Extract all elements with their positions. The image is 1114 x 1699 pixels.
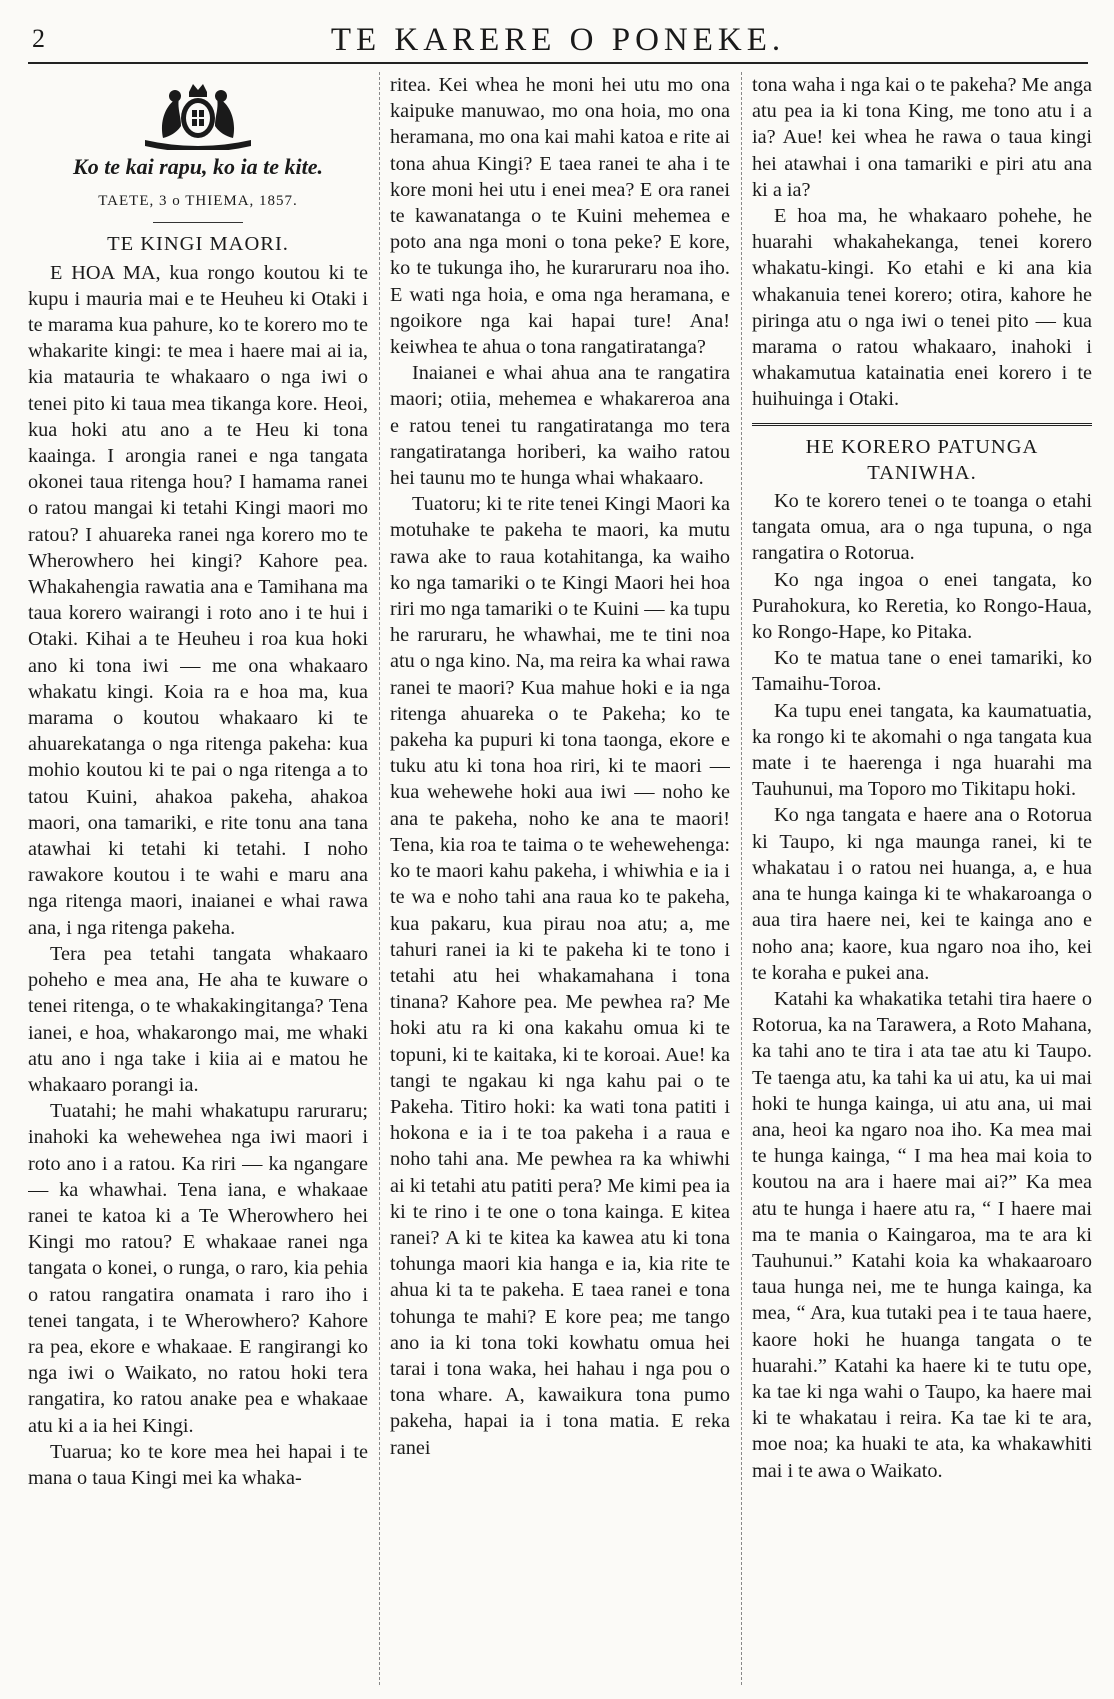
paragraph: E hoa ma, he whakaaro pohehe, he huarahi whakahekanga, tenei korero whakatu-kingi. Ko etahi e ki ana kia whakanuia tenei korero; otira, kahore he piringa atu o nga iwi o tenei pito — kua marama o ratou whakaaro, inahoki i whakamutua katainatia enei korero i te huihuinga i Otaki. [752,205,1092,411]
paragraph: Tuatahi; he mahi whakatupu raruraru; inahoki ka wehewehea nga iwi maori i roto ano i a ratou. Ka riri — ka ngangare — ka whawhai. Tena iana, e whakaae ranei te katoa ki a Te Wherowhero hei Kingi mo ratou? E whakaae ranei nga tangata o konei, o runga, o raro, kia pehia o ratou rangatira onamata i raro iho i tenei tangata, i te Wherowhero? Kahore ra pea, ekore e whakaae. E rangirangi ko nga iwi o Waikato, no ratou hoki tera rangatira, ko ratou anake pea e whakaae atu ki a ia hei Kingi. [28,1100,368,1437]
paragraph: tona waha i nga kai o te pakeha? Me anga atu pea ia ki tona King, me tono atu i a ia? Aue! kei whea he rawa o taua kingi hei atawhai i ona tamariki e piri atu ana ki a ia? [752,74,1092,201]
paragraph: Tera pea tetahi tangata whakaaro poheho e mea ana, He aha te kuware o tenei ritenga, o te whakakingitanga? Tena ianei, e hoa, whakarongo mai, me whaki atu ano i nga take i kiia ai e matou he whakaaro porangi ia. [28,942,368,1096]
column-separator [741,72,742,1685]
paragraph: E HOA MA, kua rongo koutou ki te kupu i mauria mai e te Heuheu ki Otaki i te marama kua pahure, ko te korero mo te whakarite kingi: te mea i haere mai ai ia, kia matauria te whakaaro o nga iwi o tenei pito ki taua mea tikanga kore. Heoi, kua hoki atu ano a te Heu ki tona kaainga. I arongia ranei e nga tangata okonei taua ritenga hou? I hamama ranei o ratou mangai ki tetahi Kingi maori mo ratou? I ahuareka ranei nga korero mo te Wherowhero hei kingi? Kahore pea. Whakahengia rawatia ana e Tamihana ma taua korero wairangi i roto ano i te hui i Otaki. Kihai a te Heuheu i roa kua hoki ano ki tona iwi — me ona whakaaro whakatu kingi. Koia ra e hoa ma, kua marama o koutou whakaaro ki te ahuarekatanga o nga ritenga pakeha: kua mohio koutou ki te pai o nga ritenga a to tatou Kuini, ahakoa pakeha, ahakoa maori, ona tamariki, e rite tonu ana tana atawhai ki tetahi ki tetahi. I noho rawakore koutou i te wahi e maru ana nga ritenga maori, inaianei e whai rawa ana, i nga ritenga pakeha. [28,261,368,939]
paragraph: ritea. Kei whea he moni hei utu mo ona kaipuke manuwao, mo ona hoia, mo ona heramana, mo ona kai mahi katoa e rite ai tona ahua Kingi? E taea ranei te aha i te kore moni hei utu i enei mea? E ora ranei te kawanatanga o te Kuini mehemea e poto ana nga moni o tona peke? E kore, ko te tukunga iho, he kuraruraru noa iho. E wati nga hoia, e oma nga heramana, e ngoikore nga kai hapai ture! Ana! keiwhea te ahua o tona rangatiratanga? [390,74,730,359]
motto: Ko te kai rapu, ko ia te kite. [73,154,323,179]
page-header [28,18,1088,58]
paragraph: Ko nga tangata e haere ana o Rotorua ki Taupo, ki nga maunga ranei, ki te whakatau i o ratou nei huanga, a, e hua ana te hunga kainga ki te whakaroanga o aua tira haere nei, kei te kainga ano e noho ana; kaore, kua ngaro noa iho, kei te koraha e pukei ana. [752,804,1092,984]
column-3 [752,72,1092,1685]
paragraph: Ko te korero tenei o te toanga o etahi tangata omua, ara o nga tupuna, o nga rangatira o Rotorua. [752,490,1092,565]
article-title: TE KINGI MAORI. [107,233,289,256]
paragraph: Katahi ka whakatika tetahi tira haere o Rotorua, ka na Tarawera, a Roto Mahana, ka tahi ano te tira i ata tae atu ki Taupo. Te taenga atu, ka tahi ka ui atu, ka ui mai hoki te hunga kainga, ui atu ana, ui mai ana, heoi ka ngaro noa iho. Ka mea mai te hunga kainga, “ I ma hea mai koia to koutou na ara i haere mai ai?” Ka mea atu te hunga i haere atu ra, “ I haere mai ma te mania o Kaingaroa, ma te ara ki Tauhunui.” Katahi koia ka whakaaroaro taua hunga nei, me te hunga kainga, ka mea, “ Ara, kua tutaki pea i te taua haere, kaore hoki he huanga tangata o te huarahi.” Katahi ka haere ki te tutu ope, ka tae ki nga wahi o Taupo, ka haere mai ki te whakatau i reira. Ka tae ki te ara, moe noa; ka huaki te ata, ka whakawhiti mai i te awa o Waikato. [752,987,1092,1482]
section-divider [752,423,1092,426]
masthead-title: TE KARERE O PONEKE. [330,22,786,58]
column-2 [390,72,730,1685]
column-separator [379,72,380,1685]
paragraph: Ka tupu enei tangata, ka kaumatuatia, ka rongo ki te akomahi o nga tangata kua mate i te haerenga i nga huarahi ma Tauhunui, ma Toporo mo Tikitapu hoki. [752,699,1092,801]
paragraph: Tuarua; ko te kore mea hei hapai i te mana o taua Kingi mei ka whaka- [28,1440,368,1489]
page-number: 2 [32,24,45,53]
dateline: TAETE, 3 o THIEMA, 1857. [98,193,298,210]
paragraph: Inaianei e whai ahua ana te rangatira maori; otiia, mehemea e whakareroa ana e ratou tenei tu rangatiratanga mo tera rangatiratanga horiberi, ka waiho ratou hei taunu mo te hunga whai whakaaro. [390,362,730,490]
royal-coat-of-arms-icon [123,80,273,150]
paragraph: Ko te matua tane o enei tamariki, ko Tamaihu-Toroa. [752,647,1092,696]
column-1 [28,72,368,1685]
header-rule [28,62,1088,64]
paragraph: Tuatoru; ki te rite tenei Kingi Maori ka motuhake te pakeha te maori, ka mutu rawa ake to raua kotahitanga, ka waiho ko nga tamariki o te Kingi Maori hei hoa riri mo nga tamariki o te Kuini — ka tupu he raruraru, he whawhai, me te tini noa atu o nga kino. Na, ma reira ka whai rawa ranei te maori? Kua mahue hoki e ia nga ritenga ahuareka o te Pakeha; ko te pakeha ka pupuri ki tona taonga, ekore e tuku atu ki tona hoa riri, ki te maori — kua wehewehe hoki aua iwi — noho ke ana te pakeha, noho ke ana te maori! Tena, kia roa te taima o te wehewehenga: ko te maori kahu pakeha, i whiwhia e ia i te wa e noho tahi ana raua ko te pakeha, kua pakaru, kua pirau noa atu; a, me tahuri ranei ia ki te pakeha ki te tono i tetahi atu hei whakamahana i tona tinana? Kahore pea. Me pewhea ra? Me hoki atu ra ki ona kakahu omua ki te topuni, ki te kaitaka, ki te koroai. Aue! ka tangi te ngakau ki nga kahu pai o te Pakeha. Titiro hoki: ka wati tona patiti i hokona e ia i te toa pakeha i a raua e noho tahi ana. Me pewhea ra ka whiwhi ai ki tetahi atu patiti pera? Me kimi pea ia ki te rino i te one o tona kainga. E kitea ranei? A ki te kitea ka kawea atu ki tona tohunga maori kia hanga e ia, kia rite te ahua ki ta te pakeha. E taea ranei e tona tohunga te mahi? E kore pea; me tango ano ia ki tona toki kowhatu omua hei tarai i tona waka, hei hahau i nga pou o tona whare. A, kawaikura tona pumo pakeha, hapai ia i tona matia. E reka ranei [390,493,730,1459]
paragraph: Ko nga ingoa o enei tangata, ko Purahokura, ko Reretia, ko Rongo-Haua, ko Rongo-Hape, ko Pitaka. [752,568,1092,644]
divider [153,222,243,223]
article-title: HE KORERO PATUNGA TANIWHA. [805,435,1039,484]
